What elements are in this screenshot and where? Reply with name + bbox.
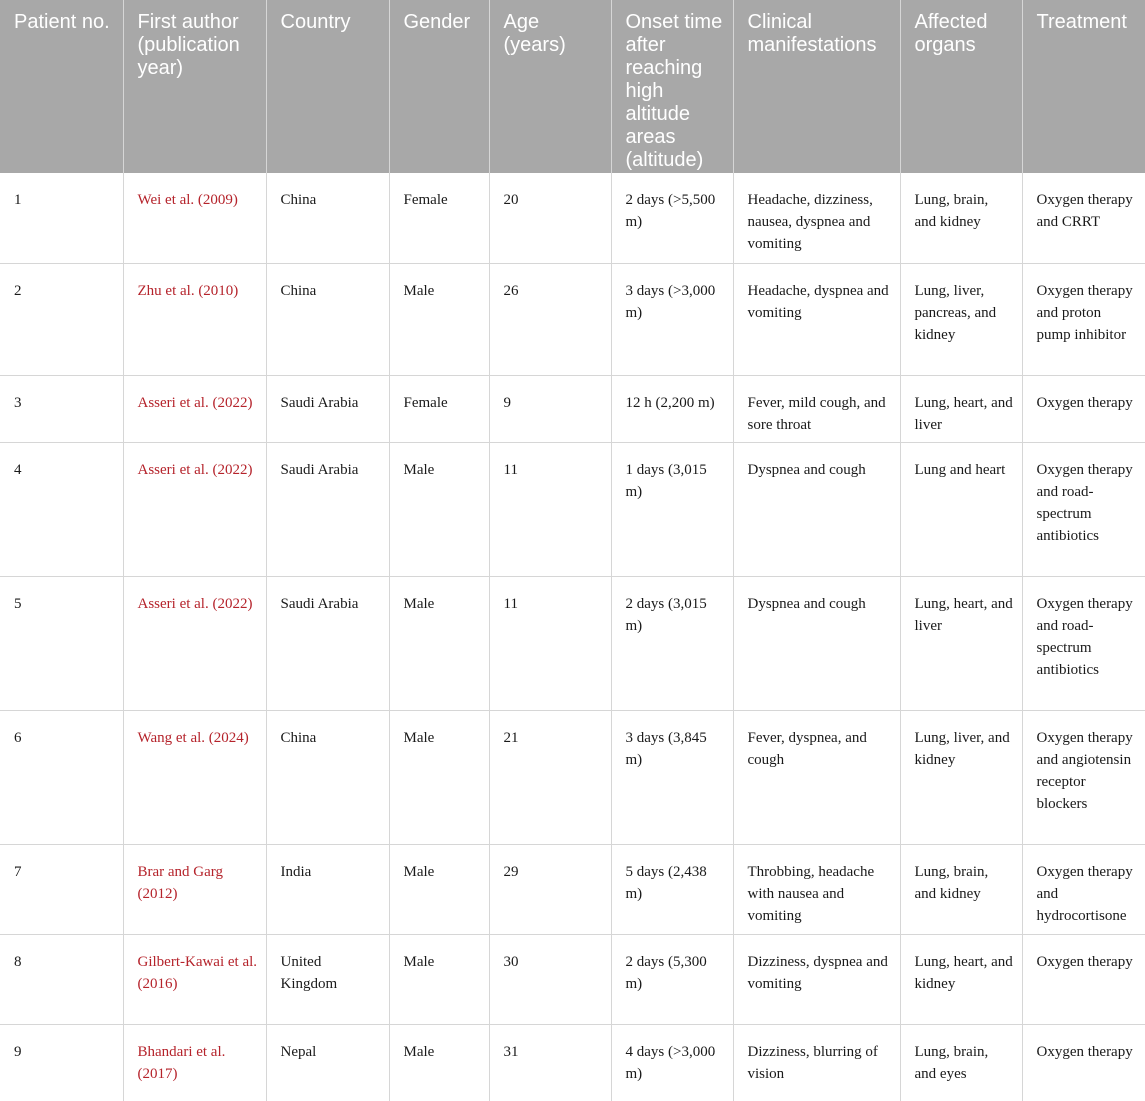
cell-country: China (266, 710, 389, 844)
cell-treatment: Oxygen therapy and road-spectrum antibiotics (1022, 576, 1145, 710)
cell-patient-no: 9 (14, 1043, 22, 1060)
cell-gender: Male (389, 576, 489, 710)
cell-patient-no: 2 (0, 263, 123, 375)
author-link[interactable]: Brar and Garg (2012) (123, 844, 266, 934)
header-treatment: Treatment (1022, 0, 1145, 173)
cell-patient-no: 1 (0, 173, 123, 263)
cell-patient-no: 7 (0, 844, 123, 934)
cell-gender: Male (389, 442, 489, 576)
cell-affected-organs: Lung, brain, and kidney (900, 173, 1022, 263)
cell-treatment: Oxygen therapy and angiotensin receptor blockers (1022, 710, 1145, 844)
author-link[interactable]: Asseri et al. (2022) (123, 576, 266, 710)
table-row (0, 375, 1145, 442)
author-link[interactable]: Bhandari et al. (2017) (123, 1024, 266, 1101)
cell-age: 9 (489, 375, 611, 442)
header-first-author: First author (publication year) (123, 0, 266, 173)
cell-clinical-manifestations: Dyspnea and cough (733, 576, 900, 710)
cell-affected-organs: Lung, heart, and liver (900, 576, 1022, 710)
cell-onset-time: 3 days (3,845 m) (611, 710, 733, 844)
cell-patient-no: 5 (0, 576, 123, 710)
cell-country: United Kingdom (266, 934, 389, 1024)
author-link[interactable]: Asseri et al. (2022) (123, 375, 266, 442)
cell-affected-organs: Lung, brain, and eyes (900, 1024, 1022, 1101)
cell-country: India (266, 844, 389, 934)
table-row (0, 1024, 1145, 1101)
cell-treatment: Oxygen therapy and proton pump inhibitor (1022, 263, 1145, 375)
cell-onset-time: 2 days (>5,500 m) (611, 173, 733, 263)
cell-clinical-manifestations: Dyspnea and cough (733, 442, 900, 576)
table-row (0, 934, 1145, 1024)
cell-onset-time: 3 days (>3,000 m) (611, 263, 733, 375)
cell-age: 26 (489, 263, 611, 375)
cell-treatment: Oxygen therapy and CRRT (1022, 173, 1145, 263)
cell-treatment: Oxygen therapy (1022, 934, 1145, 1024)
cell-affected-organs: Lung, heart, and liver (900, 375, 1022, 442)
cell-treatment: Oxygen therapy and hydrocortisone (1022, 844, 1145, 934)
table-row (0, 173, 1145, 263)
cell-clinical-manifestations: Headache, dyspnea and vomiting (733, 263, 900, 375)
cell-affected-organs: Lung, liver, pancreas, and kidney (900, 263, 1022, 375)
cell-gender: Male (389, 934, 489, 1024)
cell-onset-time: 2 days (5,300 m) (611, 934, 733, 1024)
cell-gender: Male (389, 1024, 489, 1101)
cell-clinical-manifestations: Fever, dyspnea, and cough (733, 710, 900, 844)
table-row (0, 263, 1145, 375)
cell-onset-time: 2 days (3,015 m) (611, 576, 733, 710)
cell-age: 20 (489, 173, 611, 263)
cell-age: 30 (489, 934, 611, 1024)
cell-country: Saudi Arabia (266, 442, 389, 576)
header-row (0, 0, 1145, 173)
cell-country: Nepal (266, 1024, 389, 1101)
header-clinical-manifestations: Clinical manifestations (733, 0, 900, 173)
header-country: Country (266, 0, 389, 173)
cell-age: 11 (489, 576, 611, 710)
cell-gender: Male (389, 844, 489, 934)
cell-clinical-manifestations: Headache, dizziness, nausea, dyspnea and vomiting (733, 173, 900, 263)
header-age: Age (years) (489, 0, 611, 173)
cell-onset-time: 5 days (2,438 m) (611, 844, 733, 934)
author-link[interactable]: Zhu et al. (2010) (123, 263, 266, 375)
cell-country: Saudi Arabia (266, 576, 389, 710)
cell-age: 11 (489, 442, 611, 576)
cell-patient-no: 6 (0, 710, 123, 844)
author-link[interactable]: Asseri et al. (2022) (123, 442, 266, 576)
cell-gender: Male (389, 263, 489, 375)
header-gender: Gender (389, 0, 489, 173)
header-patient-no: Patient no. (0, 0, 123, 173)
cell-age: 21 (489, 710, 611, 844)
cell-patient-no: 4 (0, 442, 123, 576)
cell-patient-no: 8 (0, 934, 123, 1024)
author-link[interactable]: Wei et al. (2009) (123, 173, 266, 263)
table-row (0, 576, 1145, 710)
cell-treatment: Oxygen therapy and road-spectrum antibiotics (1022, 442, 1145, 576)
cell-clinical-manifestations: Dizziness, dyspnea and vomiting (733, 934, 900, 1024)
cell-clinical-manifestations: Fever, mild cough, and sore throat (733, 375, 900, 442)
cell-patient-no: 3 (0, 375, 123, 442)
cell-age: 29 (489, 844, 611, 934)
cell-affected-organs: Lung and heart (900, 442, 1022, 576)
cell-onset-time: 4 days (>3,000 m) (611, 1024, 733, 1101)
cell-affected-organs: Lung, liver, and kidney (900, 710, 1022, 844)
cell-country: China (266, 263, 389, 375)
table-row (0, 442, 1145, 576)
header-onset-time: Onset time after reaching high altitude areas (altitude) (611, 0, 733, 173)
author-link[interactable]: Gilbert-Kawai et al. (2016) (123, 934, 266, 1024)
cell-onset-time: 12 h (2,200 m) (611, 375, 733, 442)
cell-treatment: Oxygen therapy (1022, 375, 1145, 442)
table-row (0, 710, 1145, 844)
cell-age: 31 (489, 1024, 611, 1101)
cell-affected-organs: Lung, brain, and kidney (900, 844, 1022, 934)
cell-gender: Male (389, 710, 489, 844)
cell-treatment: Oxygen therapy (1022, 1024, 1145, 1101)
table-row (0, 844, 1145, 934)
cell-country: Saudi Arabia (266, 375, 389, 442)
cell-clinical-manifestations: Dizziness, blurring of vision (733, 1024, 900, 1101)
cell-affected-organs: Lung, heart, and kidney (900, 934, 1022, 1024)
cell-gender: Female (389, 173, 489, 263)
cell-onset-time: 1 days (3,015 m) (611, 442, 733, 576)
author-link[interactable]: Wang et al. (2024) (123, 710, 266, 844)
cell-country: China (266, 173, 389, 263)
cell-clinical-manifestations: Throbbing, headache with nausea and vomiting (733, 844, 900, 934)
header-affected-organs: Affected organs (900, 0, 1022, 173)
cell-gender: Female (389, 375, 489, 442)
